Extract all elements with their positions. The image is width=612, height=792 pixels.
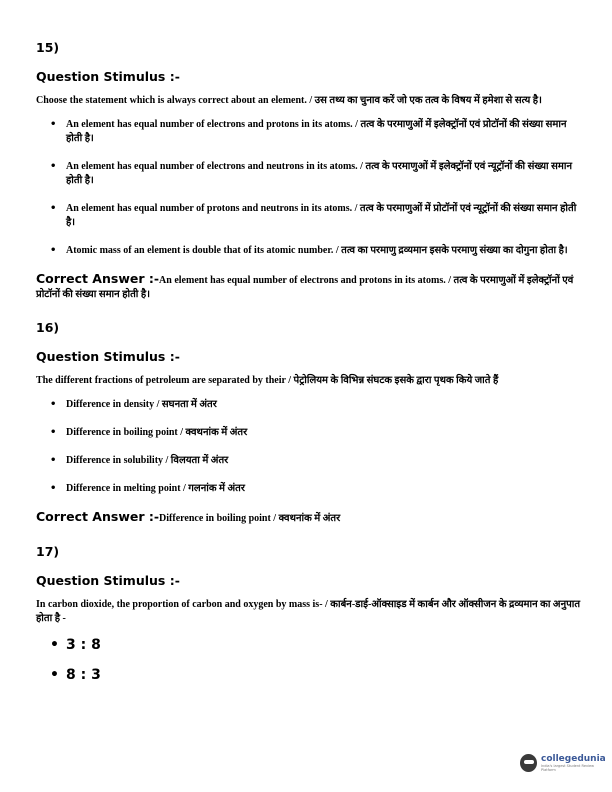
mascot-icon: [520, 754, 537, 772]
correct-answer: [36, 272, 584, 302]
question-number: 15): [36, 40, 60, 55]
option-item: [50, 160, 584, 188]
bullet-icon: •: [50, 667, 59, 683]
bullet-icon: •: [50, 245, 57, 256]
logo-name: collegedunia: [540, 754, 606, 764]
option-text: Difference in melting point / गलनांक में अंतर: [66, 483, 245, 494]
question-stimulus-label: Question Stimulus :-: [36, 573, 180, 588]
option-text: 3 : 8: [66, 637, 101, 653]
options-list: [36, 118, 584, 258]
bullet-icon: •: [50, 483, 57, 494]
option-text: An element has equal number of electrons and protons in its atoms. / तत्व के परमाणुओं में इलेक्ट्रॉनों एवं प्रोटॉनों की संख्या समान होती है।: [66, 119, 567, 144]
question-number: 17): [36, 544, 60, 559]
option-item: [50, 426, 584, 440]
question-stimulus-text: In carbon dioxide, the proportion of carbon and oxygen by mass is- / कार्बन-डाई-ऑक्साइड में कार्बन और ऑक्सीजन के द्रव्यमान का अनुपात होता है -: [36, 599, 581, 624]
logo-tagline: India's largest Student Review Platform: [540, 764, 595, 772]
option-text: 8 : 3: [66, 667, 101, 683]
bullet-icon: •: [50, 399, 57, 410]
option-item: [50, 202, 584, 230]
question-stimulus-text: The different fractions of petroleum are separated by their / पेट्रोलियम के विभिन्न संघटक इसके द्वारा पृथक किये जाते हैं: [36, 375, 499, 386]
bullet-icon: •: [50, 637, 59, 653]
option-item: [50, 244, 584, 258]
option-text: Difference in density / सघनता में अंतर: [66, 399, 217, 410]
option-item: [50, 666, 584, 684]
option-item: [50, 636, 584, 654]
options-list: [36, 636, 584, 684]
option-text: Difference in solubility / विलयता में अंतर: [66, 455, 229, 466]
option-item: [50, 482, 584, 496]
correct-answer-text: An element has equal number of electrons and protons in its atoms. / तत्व के परमाणुओं में इलेक्ट्रॉनों एवं प्रोटॉनों की संख्या समान होती है।: [36, 275, 574, 300]
question-number: 16): [36, 320, 60, 335]
correct-answer-label: Correct Answer :-: [36, 509, 160, 524]
option-text: Difference in boiling point / क्वथनांक में अंतर: [66, 427, 248, 438]
document-page: [36, 40, 584, 696]
options-list: [36, 398, 584, 496]
question-stimulus-text: Choose the statement which is always correct about an element. / उस तथ्य का चुनाव करें जो एक तत्व के विषय में हमेशा से सत्य है।: [36, 95, 542, 106]
option-text: Atomic mass of an element is double that of its atomic number. / तत्व का परमाणु द्रव्यमान इसके परमाणु संख्या का दोगुना होता है।: [66, 245, 568, 256]
correct-answer-label: Correct Answer :-: [36, 271, 160, 286]
collegedunia-logo: [520, 748, 606, 778]
option-item: [50, 118, 584, 146]
bullet-icon: •: [50, 161, 57, 172]
option-text: An element has equal number of electrons and neutrons in its atoms. / तत्व के परमाणुओं में इलेक्ट्रॉनों एवं न्यूट्रॉनों की संख्या समान होती है।: [66, 161, 572, 186]
bullet-icon: •: [50, 203, 57, 214]
bullet-icon: •: [50, 119, 57, 130]
correct-answer: [36, 510, 584, 526]
correct-answer-text: Difference in boiling point / क्वथनांक में अंतर: [159, 513, 341, 524]
question-stimulus-label: Question Stimulus :-: [36, 349, 180, 364]
option-item: [50, 398, 584, 412]
bullet-icon: •: [50, 427, 57, 438]
option-text: An element has equal number of protons and neutrons in its atoms. / तत्व के परमाणुओं में प्रोटॉनों एवं न्यूट्रॉनों की संख्या समान होती है।: [66, 203, 577, 228]
option-item: [50, 454, 584, 468]
bullet-icon: •: [50, 455, 57, 466]
question-stimulus-label: Question Stimulus :-: [36, 69, 180, 84]
